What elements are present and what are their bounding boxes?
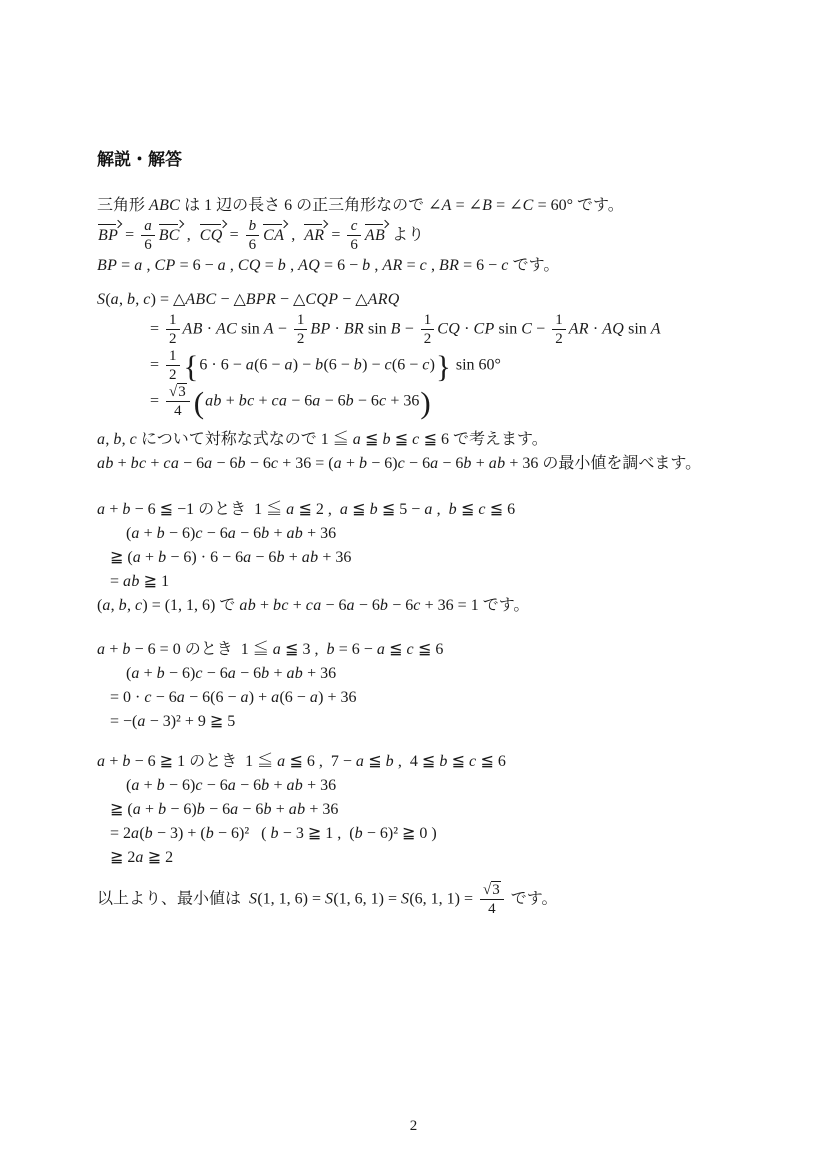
vector-ar: AR [303,221,327,245]
math-run: ab + bc + ca − 6a − 6b − 6c + 36 = 1 [239,597,479,614]
math-run: , [287,226,304,244]
math-run: = [225,226,243,244]
formula-line [97,428,769,452]
fraction-numerator: 1 [296,312,305,328]
fraction-denominator: 4 [480,899,504,918]
math-run: 1 ≦ a ≦ 2 , a ≦ b ≦ 5 − a , b ≦ c ≦ 6 [254,501,516,518]
document-content [97,145,769,918]
fraction-denominator: 6 [141,235,155,254]
math-run: ≧ (a + b − 6) · 6 − 6a − 6b + ab + 36 [110,549,352,566]
math-run: = ab ≧ 1 [110,573,170,590]
math-run: ab + bc + ca − 6a − 6b − 6c + 36 [205,392,420,410]
vector-arrow-icon [98,224,116,225]
fraction [294,312,308,348]
sqrt-radicand: 3 [178,384,186,400]
text-run: です。 [573,197,624,214]
math-run: AR · AQ sin A [568,320,661,338]
block-symmetry [97,428,769,476]
formula-line [97,846,769,870]
block-case2 [97,638,769,734]
sqrt-radicand: 3 [492,882,500,898]
text-run: です。 [508,257,560,274]
vector-ab: AB [364,221,388,245]
math-run: BP = a , CP = 6 − a , CQ = b , AQ = 6 − b , AR = c , BR = 6 − c [97,257,509,274]
fraction-numerator: 1 [169,348,177,364]
text-run: のとき [194,501,255,518]
math-run: ab + bc + ca − 6a − 6b − 6c + 36 = (a + b − 6)c − 6a − 6b + ab + 36 [97,455,539,472]
math-run: 1 ≦ a ≦ 3 , b = 6 − a ≦ c ≦ 6 [240,641,444,658]
math-run: S(1, 1, 6) = S(1, 6, 1) = S(6, 1, 1) = [249,890,478,908]
fraction [246,218,260,254]
fraction-numerator [480,882,504,899]
math-run: = [150,356,164,374]
formula-line [97,498,769,522]
sin-function: sin [455,356,475,374]
fraction [166,348,180,384]
text-run: で [215,597,240,614]
block-intro [97,194,769,278]
math-run: S(a, b, c) = △ABC − △BPR − △CQP − △ARQ [97,291,400,308]
sin-function: sin [368,320,387,338]
text-run: は 1 辺の長さ 6 の正三角形なので [180,197,429,214]
formula-line [97,218,769,254]
math-run: = [121,226,139,244]
vector-arrow-icon [200,224,221,225]
math-run: = 2a(b − 3) + (b − 6)² ( b − 3 ≧ 1 , (b − 6)² ≧ 0 ) [110,825,437,842]
formula-line [97,254,769,278]
text-run: の最小値を調べます。 [538,455,702,472]
vector-cq: CQ [199,221,226,245]
text-run: 三角形 [97,197,150,214]
formula-line [97,882,769,918]
math-run: ∠A = ∠B = ∠C = 60° [428,197,574,214]
formula-line [97,288,769,312]
formula-line [97,710,769,734]
fraction-numerator: b [248,218,257,234]
math-run: a + b − 6 ≧ 1 [97,753,186,770]
formula-line [97,194,769,218]
text-run: のとき [180,641,241,658]
math-run: , [182,226,199,244]
formula-line [97,798,769,822]
math-run: a + b − 6 ≦ −1 [97,501,195,518]
math-run: AB · AC sin A − [182,320,291,338]
math-run: 1 ≦ a ≦ b ≦ c ≦ 6 [320,431,449,448]
fraction [480,882,504,918]
document-body [97,194,769,918]
block-case3 [97,750,769,870]
formula-line [97,312,769,348]
text-run: です。 [478,597,530,614]
math-run: ≧ (a + b − 6)b − 6a − 6b + ab + 36 [110,801,339,818]
formula-line [97,662,769,686]
fraction [166,312,180,348]
formula-line [97,822,769,846]
fraction-numerator: 1 [555,312,563,328]
fraction-denominator: 2 [421,329,435,348]
vector-arrow-icon [159,224,178,225]
sqrt-radical: √3 [483,882,500,898]
fraction-numerator: 1 [423,312,432,328]
text-run: 以上より、最小値は [97,890,246,908]
vector-bp: BP [97,221,121,245]
math-run: a + b − 6 = 0 [97,641,181,658]
math-run: a, b, c [97,431,138,448]
fraction-numerator: c [350,218,358,234]
formula-line [97,750,769,774]
formula-line: = $\frac{√3}{4}$ (ab + bc + ca − 6a − 6b − 6c + 36) [150,384,431,420]
math-run: 1 ≦ a ≦ 6 , 7 − a ≦ b , 4 ≦ b ≦ c ≦ 6 [245,753,506,770]
math-run: = 0 · c − 6a − 6(6 − a) + a(6 − a) + 36 [110,689,357,706]
sqrt-radical: √3 [169,384,186,400]
formula-line: = $\frac{1}{2}$ {6 · 6 − a(6 − a) − b(6 − b) − c(6 − c)} sin 60° [150,348,501,384]
fraction-numerator [166,384,190,401]
fraction-denominator: 2 [552,329,566,348]
page-heading: 解説・解答 [97,150,182,170]
sin-function: sin [241,320,260,338]
formula-line [97,774,769,798]
block-conclusion [97,882,769,918]
formula-line [97,638,769,662]
vector-bc: BC [158,221,183,245]
block-case1 [97,498,769,618]
fraction-numerator: 1 [169,312,177,328]
formula-line [97,686,769,710]
vector-arrow-icon [365,224,383,225]
page-number: 2 [409,1118,418,1134]
math-run: (a + b − 6)c − 6a − 6b + ab + 36 [126,525,337,542]
math-run: (a + b − 6)c − 6a − 6b + ab + 36 [126,665,337,682]
sin-function: sin [498,320,518,338]
text-run: で考えます。 [448,431,548,448]
text-run: のとき [185,753,246,770]
formula-line [97,570,769,594]
math-run: BP · BR sin B − [310,320,418,338]
fraction-denominator: 2 [166,329,180,348]
text-run: です。 [506,890,558,908]
block-s-derivation [97,288,769,420]
math-run: ≧ 2a ≧ 2 [110,849,174,866]
math-run: (a + b − 6)c − 6a − 6b + ab + 36 [126,777,337,794]
math-run: ABC [149,197,181,214]
math-run: = [150,392,164,410]
math-run: = [150,320,164,338]
formula-line [97,522,769,546]
fraction [141,218,155,254]
math-run: = −(a − 3)² + 9 ≧ 5 [110,713,236,730]
sin-function: sin [628,320,647,338]
text-run: より [388,226,425,244]
fraction [552,312,566,348]
fraction [347,218,361,254]
fraction-numerator: a [144,218,152,234]
vector-arrow-icon [263,224,282,225]
text-run: について対称な式なので [137,431,321,448]
formula-line [97,452,769,476]
vector-ca: CA [262,221,287,245]
formula-line [97,594,769,618]
math-run: (a, b, c) = (1, 1, 6) [97,597,216,614]
fraction-denominator: 2 [166,365,180,384]
fraction-denominator: 4 [166,401,190,420]
math-run: CQ · CP sin C − [437,320,550,338]
math-run: sin 60° [455,356,501,374]
formula-line [97,546,769,570]
vector-arrow-icon [304,224,322,225]
fraction-denominator: 6 [246,235,260,254]
fraction-denominator: 6 [347,235,361,254]
math-run: = [327,226,345,244]
fraction [421,312,435,348]
fraction [166,384,190,420]
math-run: 6 · 6 − a(6 − a) − b(6 − b) − c(6 − c) [199,356,435,374]
fraction-denominator: 2 [294,329,308,348]
